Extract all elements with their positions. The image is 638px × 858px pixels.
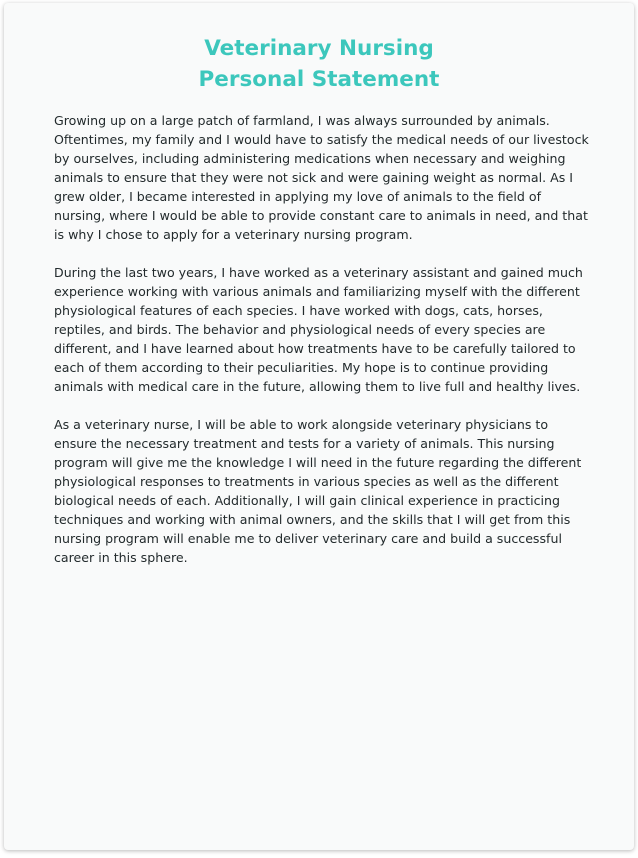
paragraph-3: As a veterinary nurse, I will be able to work alongside veterinary physicians to ensure the necessary treatment and tests for a variety of animals. This nursing program will give me the knowledge I will need in the future regarding the different physiological responses to treatments in various species as well as the different biological needs of each. Additionally, I will gain clinical experience in practicing techniques and working with animal owners, and the skills that I will get from this nursing program will enable me to deliver veterinary care and build a successful career in this sphere. — [54, 417, 582, 565]
paragraph-2: During the last two years, I have worked as a veterinary assistant and gained much experience working with various animals and familiarizing myself with the different physiological features of each species. I have worked with dogs, cats, horses, reptiles, and birds. The behavior and physiological needs of every species are different, and I have learned about how treatments have to be carefully tailored to each of them according to their peculiarities. My hope is to continue providing animals with medical care in the future, allowing them to live full and healthy lives. — [54, 265, 583, 394]
title-line-2: Personal Statement — [198, 67, 440, 92]
document-title — [4, 33, 634, 95]
paragraph-1: Growing up on a large patch of farmland, I was always surrounded by animals. Oftentimes, my family and I would have to satisfy the medical needs of our livestock by ourselves, including administering medications when necessary and weighing animals to ensure that they were not sick and were gaining weight as normal. As I grew older, I became interested in applying my love of animals to the field of nursing, where I would be able to provide constant care to animals in need, and that is why I chose to apply for a veterinary nursing program. — [54, 113, 589, 242]
document-page — [4, 3, 634, 850]
document-body — [54, 111, 594, 586]
title-line-1: Veterinary Nursing — [204, 36, 434, 61]
